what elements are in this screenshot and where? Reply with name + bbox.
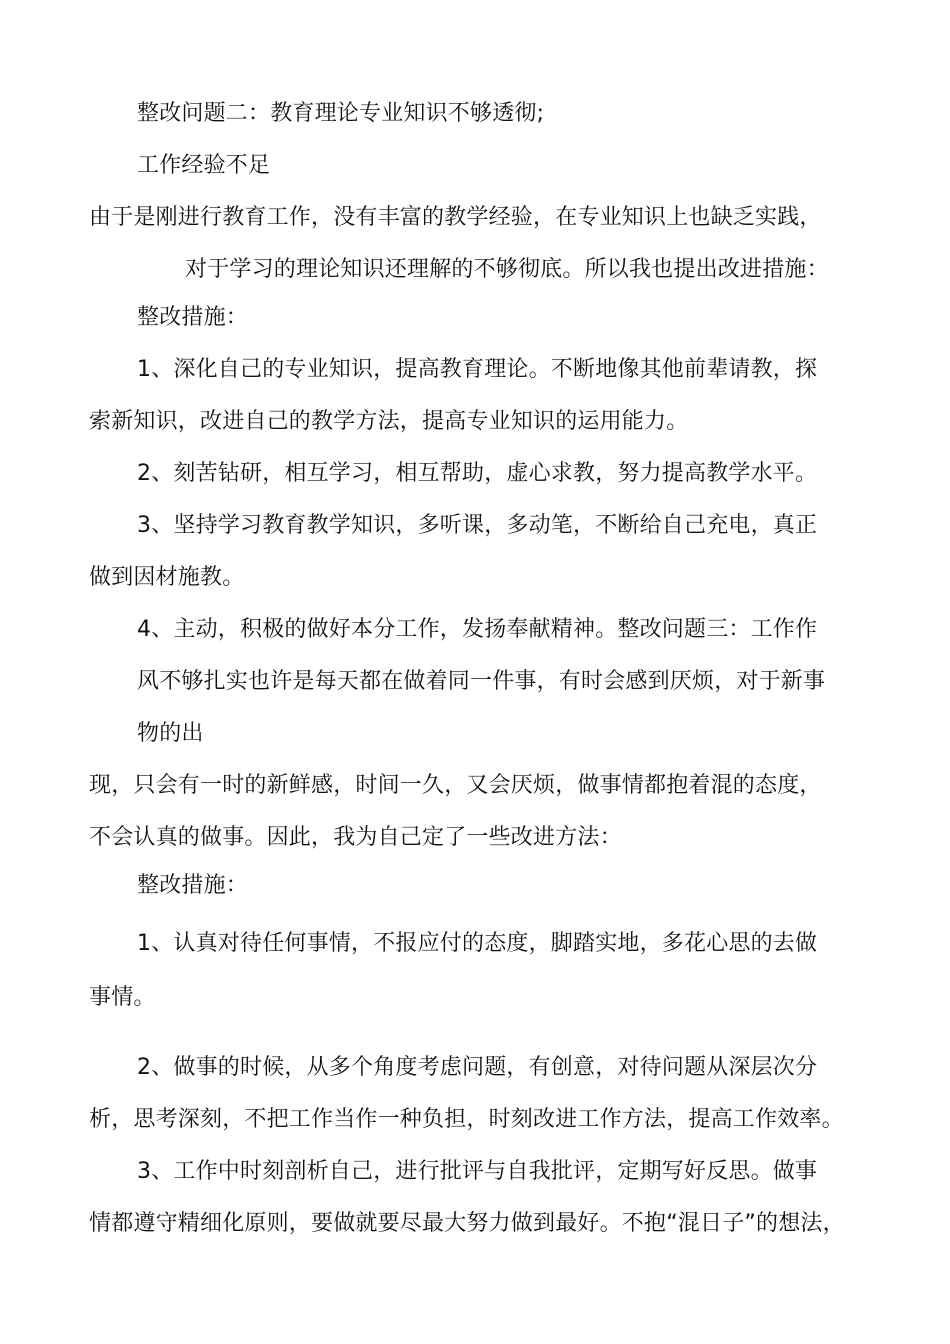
measures-heading: 整改措施： [137, 305, 249, 330]
paragraph-line: 对于学习的理论知识还理解的不够彻底。所以我也提出改进措施： [185, 257, 829, 282]
measures-heading: 整改措施： [137, 873, 249, 898]
paragraph-line: 事情。 [89, 985, 156, 1010]
paragraph-line: 风不够扎实也许是每天都在做着同一件事，有时会感到厌烦，对于新事 [137, 669, 826, 694]
measure-item-2: 2、做事的时候，从多个角度考虑问题，有创意，对待问题从深层次分 [137, 1055, 818, 1080]
measure-item-1: 1、认真对待任何事情，不报应付的态度，脚踏实地，多花心思的去做 [137, 931, 818, 956]
paragraph-line: 现，只会有一时的新鲜感，时间一久，又会厌烦，做事情都抱着混的态度， [89, 773, 822, 798]
paragraph-line: 情都遵守精细化原则，要做就要尽最大努力做到最好。不抱“混日子”的想法， [89, 1211, 845, 1236]
measure-item-1: 1、深化自己的专业知识，提高教育理论。不断地像其他前辈请教，探 [137, 357, 818, 382]
heading-issue-two: 整改问题二：教育理论专业知识不够透彻; [137, 101, 545, 126]
paragraph-line: 由于是刚进行教育工作，没有丰富的教学经验，在专业知识上也缺乏实践， [89, 205, 822, 230]
measure-item-4: 4、主动，积极的做好本分工作，发扬奉献精神。整改问题三：工作作 [137, 617, 818, 642]
paragraph-line: 不会认真的做事。因此，我为自己定了一些改进方法： [89, 825, 622, 850]
paragraph-line: 做到因材施教。 [89, 565, 245, 590]
paragraph-line: 索新知识，改进自己的教学方法，提高专业知识的运用能力。 [89, 409, 689, 434]
measure-item-3: 3、坚持学习教育教学知识，多听课，多动笔，不断给自己充电，真正 [137, 513, 818, 538]
paragraph-line: 物的出 [137, 721, 204, 746]
paragraph-line: 析，思考深刻，不把工作当作一种负担，时刻改进工作方法，提高工作效率。 [89, 1107, 844, 1132]
heading-issue-two-cont: 工作经验不足 [137, 153, 271, 178]
measure-item-3: 3、工作中时刻剖析自己，进行批评与自我批评，定期写好反思。做事 [137, 1159, 818, 1184]
measure-item-2: 2、刻苦钻研，相互学习，相互帮助，虚心求教，努力提高教学水平。 [137, 461, 818, 486]
